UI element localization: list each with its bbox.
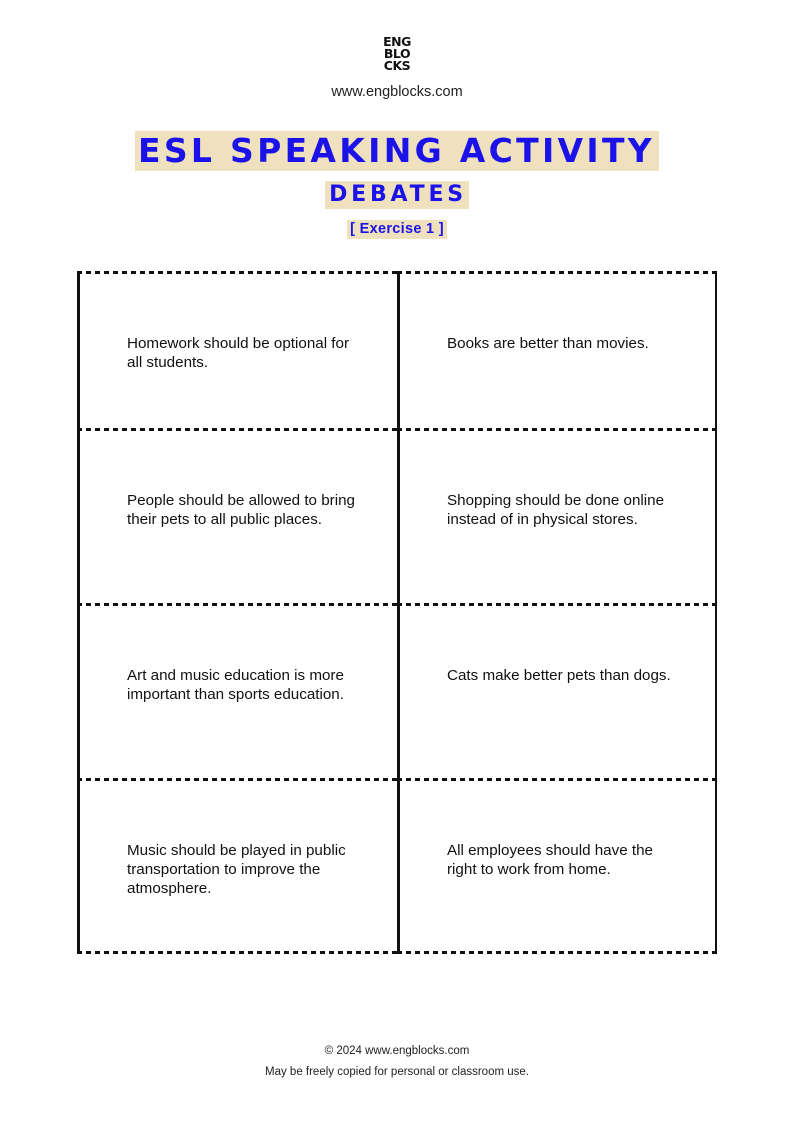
debate-card — [397, 428, 718, 606]
card-text: Shopping should be done online instead of in physical stores. — [447, 492, 665, 528]
page-subtitle: DEBATES — [325, 181, 469, 209]
logo-mark: ENG BLO CKS — [383, 34, 411, 73]
footer-copyright: © 2024 www.engblocks.com — [324, 1045, 470, 1057]
engblocks-logo — [0, 36, 794, 75]
exercise-label: [ Exercise 1 ] — [347, 220, 447, 239]
debate-card — [77, 603, 400, 781]
debate-card — [397, 778, 718, 954]
debate-cards-grid — [77, 271, 718, 954]
debate-card — [397, 603, 718, 781]
card-text: All employees should have the right to work from home. — [447, 842, 654, 878]
debate-card — [77, 428, 400, 606]
debate-card — [77, 271, 400, 431]
card-text: People should be allowed to bring their pets to all public places. — [127, 492, 355, 528]
site-url: www.engblocks.com — [331, 84, 463, 100]
debate-card — [77, 778, 400, 954]
card-text: Homework should be optional for all students. — [127, 335, 350, 371]
card-text: Cats make better pets than dogs. — [447, 667, 671, 684]
card-text: Books are better than movies. — [447, 335, 649, 352]
debate-card — [397, 271, 718, 431]
footer-note: May be freely copied for personal or classroom use. — [265, 1066, 529, 1078]
page-title: ESL SPEAKING ACTIVITY — [135, 131, 659, 171]
card-text: Music should be played in public transportation to improve the atmosphere. — [127, 842, 346, 897]
card-text: Art and music education is more important than sports education. — [127, 667, 344, 703]
